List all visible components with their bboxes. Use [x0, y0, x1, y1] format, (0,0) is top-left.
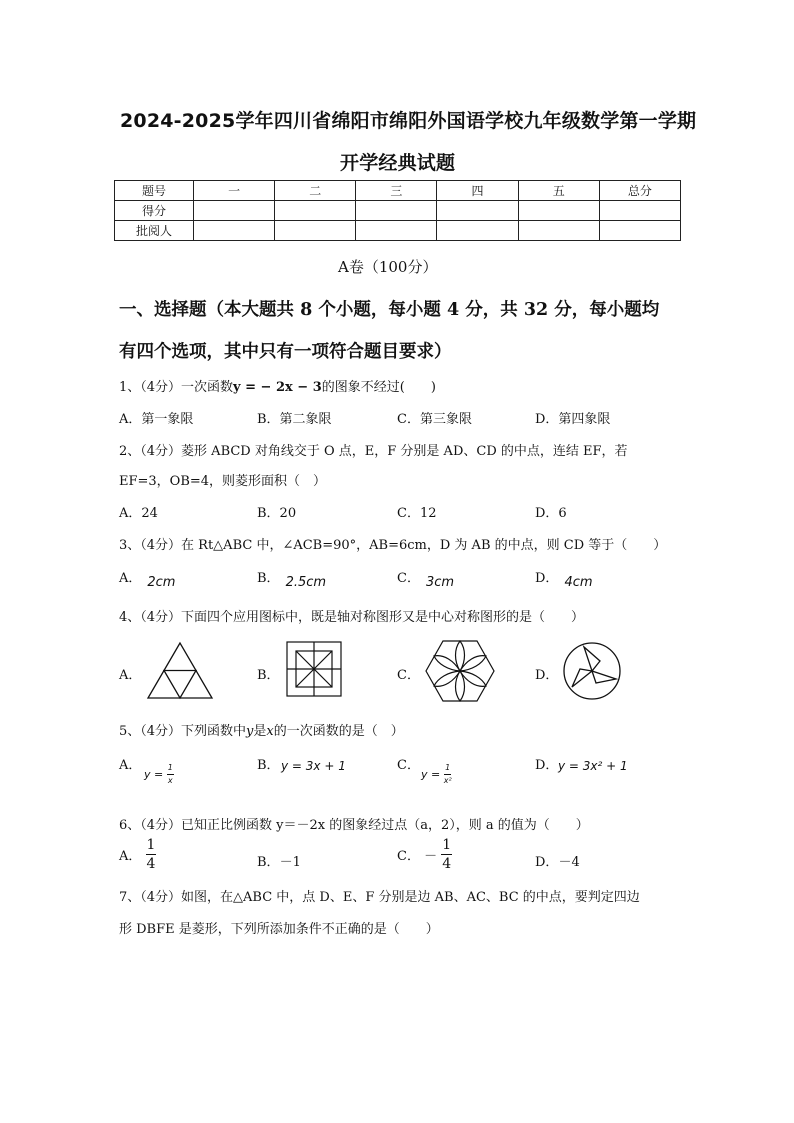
q3-option-a-value: 2cm [147, 575, 176, 590]
fraction-denominator: 4 [442, 856, 452, 872]
fraction-denominator: x² [443, 776, 452, 785]
q3-option-c-value: 3cm [425, 575, 455, 590]
q6-option-b[interactable] [257, 851, 301, 870]
fraction-numerator: 1 [442, 837, 452, 853]
question-5-suffix: 的一次函数的是（ ） [273, 724, 404, 739]
q6-option-a-fraction [146, 838, 157, 871]
question-7-line1: 7、（4分）如图，在△ABC 中，点 D、E、F 分别是边 AB、AC、BC 的中点，要判定四边 [119, 890, 640, 905]
fraction-denominator: 4 [146, 856, 156, 872]
q3-option-a[interactable] [119, 567, 176, 590]
q5-option-b-letter[interactable]: B． [257, 758, 280, 773]
q6-option-c-fraction [441, 838, 452, 871]
q5-option-a-letter[interactable]: A． [119, 758, 142, 773]
q4-option-a-letter[interactable]: A． [119, 668, 142, 683]
q3-option-d-value: 4cm [564, 575, 593, 590]
q1-option-a[interactable]: A．第一象限 [119, 412, 194, 427]
circle-triskelion-figure-icon[interactable] [562, 641, 622, 701]
q6-option-d[interactable] [535, 851, 580, 870]
fraction-numerator: 1 [167, 764, 174, 775]
q5-option-c-letter[interactable]: C． [397, 758, 420, 773]
score-input-cell[interactable] [599, 221, 680, 241]
q4-option-d-letter[interactable]: D． [535, 668, 559, 683]
fraction-numerator: 1 [146, 837, 156, 853]
q6-option-c-sign: － [424, 849, 438, 864]
score-input-cell[interactable] [275, 201, 356, 221]
score-input-cell[interactable] [437, 221, 518, 241]
score-input-cell[interactable] [194, 201, 275, 221]
question-5 [119, 720, 404, 739]
q5-option-b-formula[interactable]: y = 3x + 1 [281, 759, 346, 773]
q3-option-b-value: 2.5cm [285, 575, 327, 590]
q6-option-b-value: －1 [279, 855, 301, 870]
hexagon-flower-figure-icon[interactable] [424, 639, 496, 703]
q5-option-c-formula[interactable] [421, 764, 452, 785]
question-7-line2: 形 DBFE 是菱形，下列所添加条件不正确的是（ ） [119, 922, 439, 937]
q6-option-c[interactable] [397, 838, 452, 871]
q1-option-b[interactable]: B．第二象限 [257, 412, 332, 427]
question-5-var-y: y [246, 724, 254, 739]
q3-option-d-letter: D． [535, 571, 559, 586]
volume-label: A卷（100分） [338, 258, 438, 276]
q6-option-b-letter: B． [257, 855, 280, 870]
q6-option-a-letter: A． [119, 849, 142, 864]
q3-option-b-letter: B． [257, 571, 280, 586]
score-input-cell[interactable] [194, 221, 275, 241]
score-input-cell[interactable] [599, 201, 680, 221]
q5-option-d-formula[interactable]: y = 3x² + 1 [558, 759, 628, 773]
score-table-header-row [115, 181, 681, 201]
score-table-header-cell: 一 [194, 181, 275, 201]
q5-option-c-lhs: y = [421, 768, 441, 781]
fraction-numerator: 1 [444, 764, 451, 775]
q4-option-b-letter[interactable]: B． [257, 668, 280, 683]
question-6: 6、（4分）已知正比例函数 y＝－2x 的图象经过点（a，2），则 a 的值为（ ） [119, 818, 589, 833]
score-table-row [115, 201, 681, 221]
question-2-line1: 2、（4分）菱形 ABCD 对角线交于 O 点，E，F 分别是 AD、CD 的中点，连结 EF，若 [119, 444, 628, 459]
score-input-cell[interactable] [356, 201, 437, 221]
question-5-mid: 是 [253, 724, 267, 739]
q3-option-c-letter: C． [397, 571, 420, 586]
q6-option-c-letter: C． [397, 849, 420, 864]
q6-option-d-value: －4 [558, 855, 580, 870]
score-table [114, 180, 681, 241]
q1-option-c[interactable]: C．第三象限 [397, 412, 472, 427]
score-table-row [115, 221, 681, 241]
score-input-cell[interactable] [356, 221, 437, 241]
score-table-header-cell: 题号 [115, 181, 194, 201]
score-table-header-cell: 总分 [599, 181, 680, 201]
q2-option-d[interactable]: D．6 [535, 506, 567, 521]
score-row-label: 批阅人 [115, 221, 194, 241]
q3-option-a-letter: A． [119, 571, 142, 586]
score-input-cell[interactable] [275, 221, 356, 241]
q5-option-a-lhs: y = [144, 768, 164, 781]
question-3: 3、（4分）在 Rt△ABC 中，∠ACB=90°，AB=6cm，D 为 AB 的中点，则 CD 等于（ ） [119, 538, 667, 553]
q6-option-d-letter: D． [535, 855, 559, 870]
q3-option-d[interactable] [535, 567, 593, 590]
question-1 [119, 376, 436, 395]
score-table-header-cell: 三 [356, 181, 437, 201]
score-row-label: 得分 [115, 201, 194, 221]
q4-option-c-letter[interactable]: C． [397, 668, 420, 683]
score-table-header-cell: 五 [518, 181, 599, 201]
question-1-suffix: 的图象不经过( ) [321, 380, 436, 395]
q5-option-c-fraction [444, 764, 452, 785]
question-1-prefix: 1、（4分）一次函数 [119, 380, 234, 395]
q3-option-c[interactable] [397, 567, 455, 590]
question-5-prefix: 5、（4分）下列函数中 [119, 724, 247, 739]
q2-option-b[interactable]: B．20 [257, 506, 297, 521]
q1-option-d[interactable]: D．第四象限 [535, 412, 611, 427]
q6-option-a[interactable] [119, 838, 156, 871]
score-input-cell[interactable] [518, 201, 599, 221]
q5-option-d-letter[interactable]: D． [535, 758, 559, 773]
pinwheel-square-figure-icon[interactable] [286, 641, 346, 701]
question-2-line2: EF=3，OB=4，则菱形面积（ ） [119, 474, 327, 489]
document-title-line1: 2024-2025学年四川省绵阳市绵阳外国语学校九年级数学第一学期 [120, 110, 697, 132]
score-table-header-cell: 四 [437, 181, 518, 201]
question-4: 4、（4分）下面四个应用图标中，既是轴对称图形又是中心对称图形的是（ ） [119, 610, 585, 625]
q5-option-a-fraction [167, 764, 174, 785]
q5-option-a-formula[interactable] [144, 764, 174, 785]
question-1-formula: y = − 2x − 3 [233, 380, 322, 395]
score-input-cell[interactable] [437, 201, 518, 221]
question-5-var-x: x [266, 724, 274, 739]
score-table-header-cell: 二 [275, 181, 356, 201]
q3-option-b[interactable] [257, 567, 327, 590]
document-title-line2: 开学经典试题 [340, 152, 456, 174]
score-input-cell[interactable] [518, 221, 599, 241]
triangle-figure-icon[interactable] [146, 641, 216, 701]
section1-heading-line1: 一、选择题（本大题共 8 个小题，每小题 4 分，共 32 分，每小题均 [119, 300, 660, 320]
q2-option-c[interactable]: C．12 [397, 506, 437, 521]
fraction-denominator: x [167, 776, 173, 785]
section1-heading-line2: 有四个选项，其中只有一项符合题目要求） [119, 342, 452, 362]
q2-option-a[interactable]: A．24 [119, 506, 158, 521]
